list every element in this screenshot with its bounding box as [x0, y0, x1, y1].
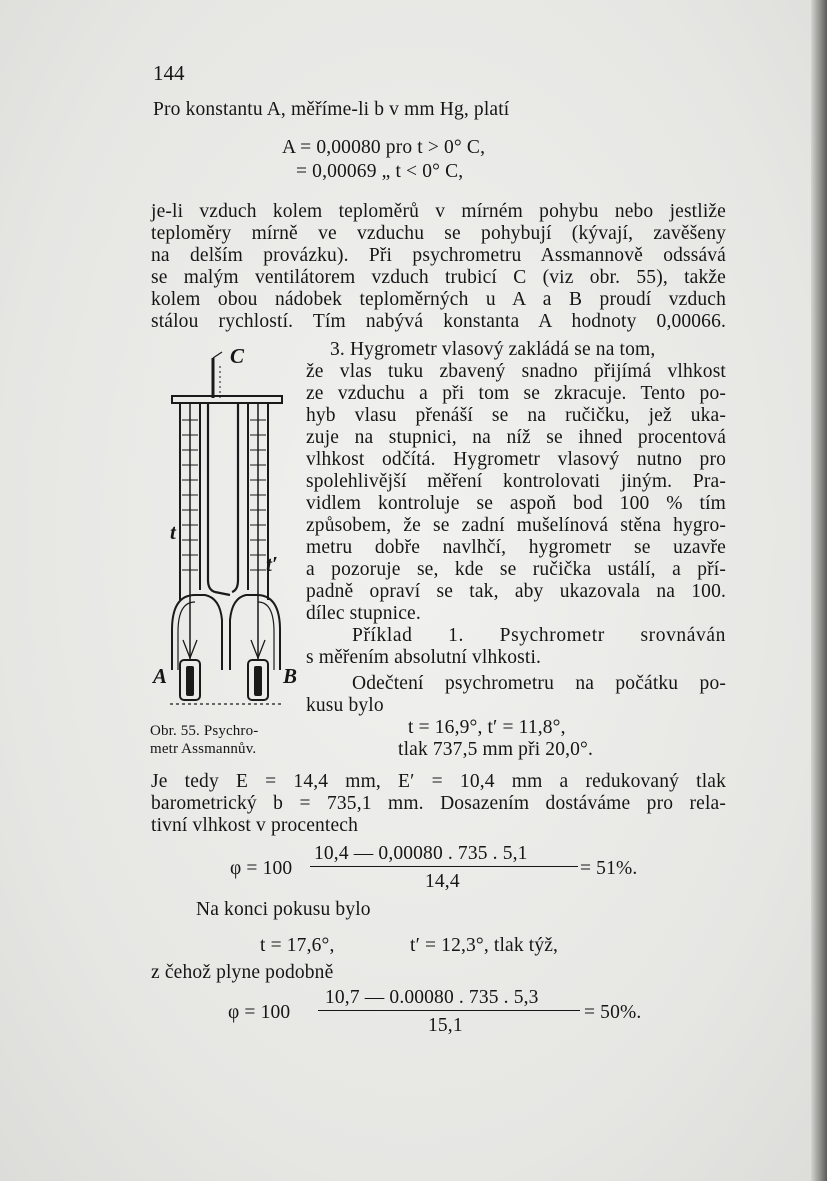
text-line: kolem obou nádobek teploměrných u A a B proudí vzduch — [151, 289, 726, 310]
figure-label-b: B — [283, 664, 298, 688]
page-edge-shadow — [811, 0, 827, 1181]
formula-1-fraction-bar — [310, 866, 578, 867]
figure-label-t-prime: t′ — [266, 552, 278, 576]
text-line: Odečtení psychrometru na počátku po- — [352, 673, 726, 694]
text-line: metru dobře navlhčí, hygrometr se uzavře — [306, 537, 726, 558]
text-line: stálou rychlostí. Tím nabývá konstanta A hodnoty 0,00066. — [151, 311, 726, 332]
text-line: zuje na stupnici, na níž se ihned procentová — [306, 427, 726, 448]
text-line: t = 16,9°, t′ = 11,8°, — [408, 717, 566, 738]
text-line: z čehož plyne podobně — [151, 962, 334, 983]
text-line: dílec stupnice. — [306, 603, 421, 624]
figure-caption-line-2: metr Assmannův. — [150, 741, 257, 757]
text-line: kusu bylo — [306, 695, 384, 716]
text-line: a pozoruje se, kde se ručička ustálí, a pří- — [306, 559, 726, 580]
text-line: Je tedy E = 14,4 mm, E′ = 10,4 mm a redukovaný tlak — [151, 771, 726, 792]
text-line: Pro konstantu A, měříme-li b v mm Hg, platí — [153, 99, 510, 120]
text-line: že vlas tuku zbavený snadno přijímá vlhkost — [306, 361, 726, 382]
text-line: Na konci pokusu bylo — [196, 899, 371, 920]
text-line: se malým ventilátorem vzduch trubicí C (viz obr. 55), takže — [151, 267, 726, 288]
formula-2-fraction-bar — [318, 1010, 580, 1011]
equation-line: A = 0,00080 pro t > 0° C, — [282, 137, 486, 158]
text-line: vlhkost odčítá. Hygrometr vlasový nutno pro — [306, 449, 726, 470]
text-line: t = 17,6°, — [260, 935, 335, 956]
text-line: ze vzduchu a při tom se zkracuje. Tento po- — [306, 383, 726, 404]
figure-label-t: t — [170, 520, 176, 544]
text-line: Příklad 1. Psychrometr srovnáván — [352, 625, 726, 646]
text-line: s měřením absolutní vlhkosti. — [306, 647, 542, 668]
text-line: na delším provázku). Při psychrometru Assmannově odssává — [151, 245, 726, 266]
equation-line: = 0,00069 „ t < 0° C, — [296, 161, 464, 182]
text-line: tivní vlhkost v procentech — [151, 815, 358, 836]
text-line: vidlem kontroluje se aspoň bod 100 % tím — [306, 493, 726, 514]
text-line: tlak 737,5 mm při 20,0°. — [398, 739, 594, 760]
text-line: způsobem, že se zadní mušelínová stěna hygro- — [306, 515, 726, 536]
text-line: spolehlivější měření kontrolovati jiným. Pra- — [306, 471, 726, 492]
text-line: barometrický b = 735,1 mm. Dosazením dostáváme pro rela- — [151, 793, 726, 814]
formula-1-right: = 51%. — [580, 858, 638, 879]
text-line: teploměry mírně ve vzduchu se pohybují (kývají, zavěšeny — [151, 223, 726, 244]
formula-2-numerator: 10,7 — 0.00080 . 735 . 5,3 — [325, 987, 539, 1008]
text-line: padně opraví se tak, aby ukazovala na 100. — [306, 581, 726, 602]
formula-1-numerator: 10,4 — 0,00080 . 735 . 5,1 — [314, 843, 528, 864]
formula-1-left: φ = 100 — [230, 858, 293, 879]
formula-2-right: = 50%. — [584, 1002, 642, 1023]
page-number: 144 — [153, 61, 185, 85]
figure-label-a: A — [153, 664, 168, 688]
formula-2-denominator: 15,1 — [428, 1015, 463, 1036]
text-line: hyb vlasu přenáší se na ručičku, jež uka- — [306, 405, 726, 426]
text-line: t′ = 12,3°, tlak týž, — [410, 935, 559, 956]
text-line: je-li vzduch kolem teploměrů v mírném pohybu nebo jestliže — [151, 201, 726, 222]
formula-1-denominator: 14,4 — [425, 871, 460, 892]
text-line: 3. Hygrometr vlasový zakládá se na tom, — [330, 339, 656, 360]
formula-2-left: φ = 100 — [228, 1002, 291, 1023]
figure-label-c: C — [230, 344, 245, 368]
figure-caption-line-1: Obr. 55. Psychro- — [150, 723, 259, 739]
